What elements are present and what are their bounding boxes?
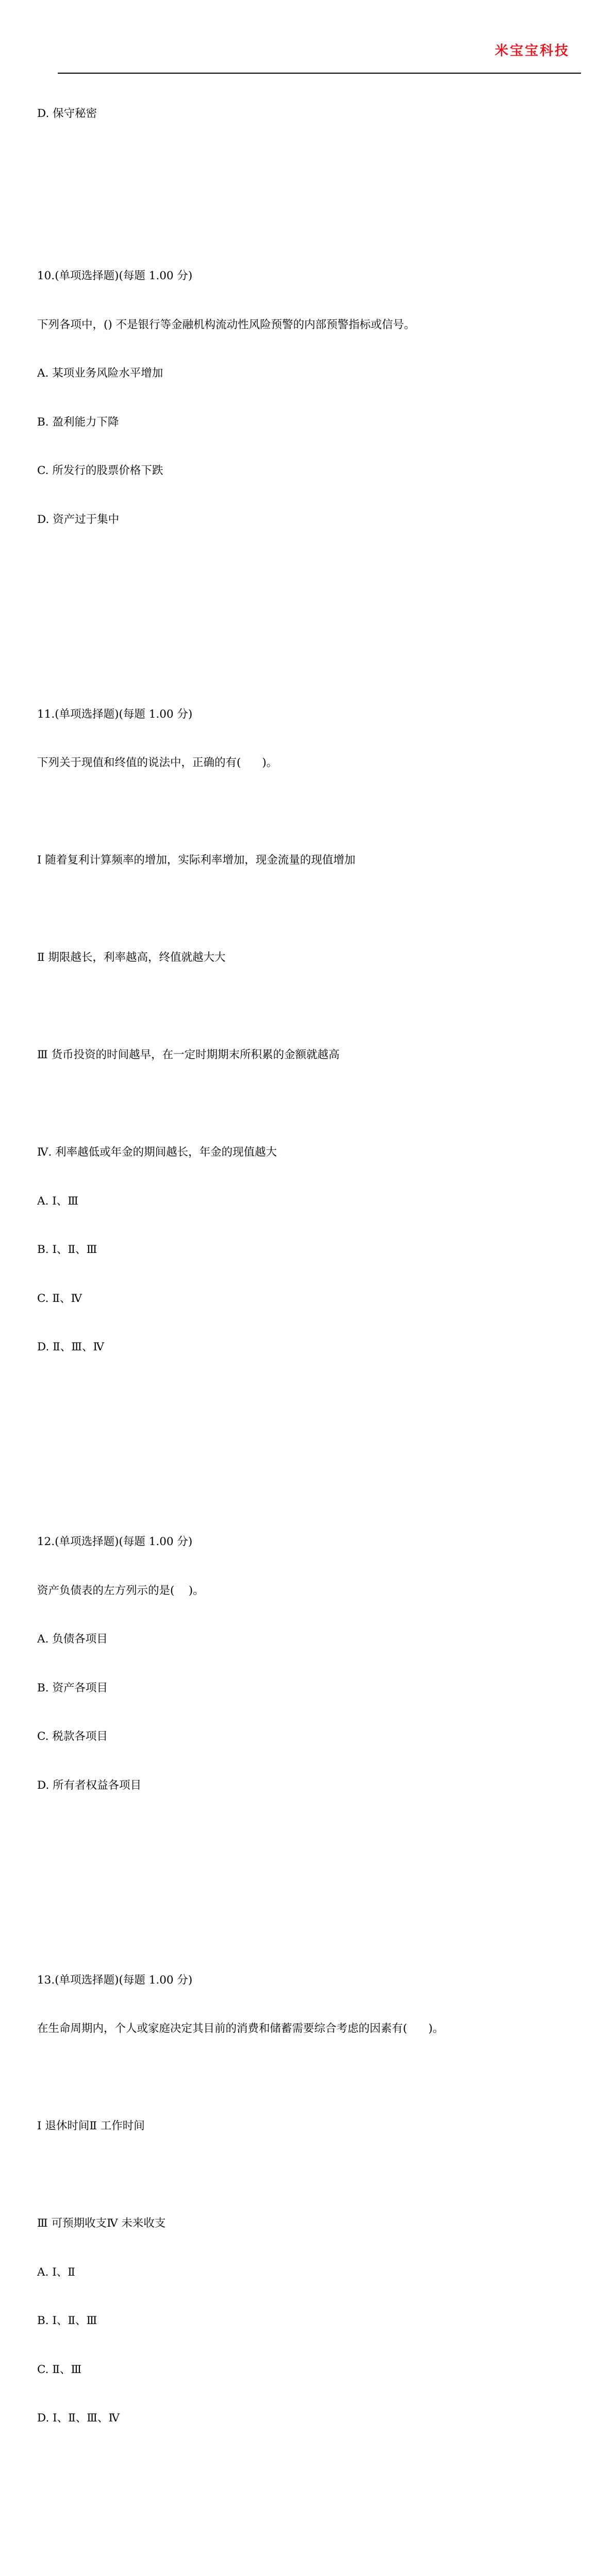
option-c: C. Ⅱ、Ⅳ [37, 1292, 82, 1305]
brand-logo: 米宝宝科技 [495, 43, 570, 59]
option-d: D. Ⅱ、Ⅲ、Ⅳ [37, 1341, 104, 1353]
option-a: A. Ⅰ、Ⅱ [37, 2265, 75, 2279]
option-d-prev: D. 保守秘密 [37, 107, 97, 120]
question-header: 13.(单项选择题)(每题 1.00 分) [37, 1973, 193, 1987]
option-b: B. Ⅰ、Ⅱ、Ⅲ [37, 1243, 97, 1256]
question-stem: 在生命周期内，个人或家庭决定其目前的消费和储蓄需要综合考虑的因素有( )。 [37, 2022, 444, 2035]
option-d: D. 所有者权益各项目 [37, 1778, 142, 1792]
option-b: B. 盈利能力下降 [37, 415, 119, 429]
statement-1: Ⅰ 退休时间Ⅱ 工作时间 [37, 2120, 145, 2132]
question-header: 10.(单项选择题)(每题 1.00 分) [37, 269, 193, 282]
option-d: D. Ⅰ、Ⅱ、Ⅲ、Ⅳ [37, 2412, 120, 2425]
question-header: 11.(单项选择题)(每题 1.00 分) [37, 707, 193, 721]
question-14 [37, 2572, 584, 2576]
statement-4: Ⅳ. 利率越低或年金的期间越长，年金的现值越大 [37, 1146, 277, 1159]
option-d: D. 资产过于集中 [37, 513, 120, 526]
question-11 [37, 674, 584, 1388]
question-13 [37, 1940, 584, 2459]
option-c: C. Ⅱ、Ⅲ [37, 2363, 82, 2376]
option-a: A. 某项业务风险水平增加 [37, 367, 163, 380]
option-c: C. 税款各项目 [37, 1730, 108, 1743]
statement-2: Ⅱ 期限越长，利率越高，终值就越大大 [37, 951, 226, 964]
statement-1: Ⅰ 随着复利计算频率的增加，实际利率增加，现金流量的现值增加 [37, 854, 356, 867]
option-a: A. Ⅰ、Ⅲ [37, 1194, 78, 1208]
question-stem: 下列关于现值和终值的说法中，正确的有( )。 [37, 756, 278, 769]
question-12 [37, 1501, 584, 1826]
option-b: B. Ⅰ、Ⅱ、Ⅲ [37, 2314, 97, 2327]
question-stem: 下列各项中，() 不是银行等金融机构流动性风险预警的内部预警指标或信号。 [37, 318, 416, 331]
statement-3: Ⅲ 货币投资的时间越早，在一定时期期末所积累的金额就越高 [37, 1048, 340, 1061]
option-a: A. 负债各项目 [37, 1633, 108, 1646]
question-header: 12.(单项选择题)(每题 1.00 分) [37, 1535, 193, 1548]
option-c: C. 所发行的股票价格下跌 [37, 464, 163, 477]
question-10 [37, 235, 584, 560]
question-stem: 资产负债表的左方列示的是( )。 [37, 1584, 204, 1597]
page-content [37, 73, 584, 2576]
statement-2: Ⅲ 可预期收支Ⅳ 未来收支 [37, 2217, 166, 2230]
option-b: B. 资产各项目 [37, 1681, 108, 1694]
